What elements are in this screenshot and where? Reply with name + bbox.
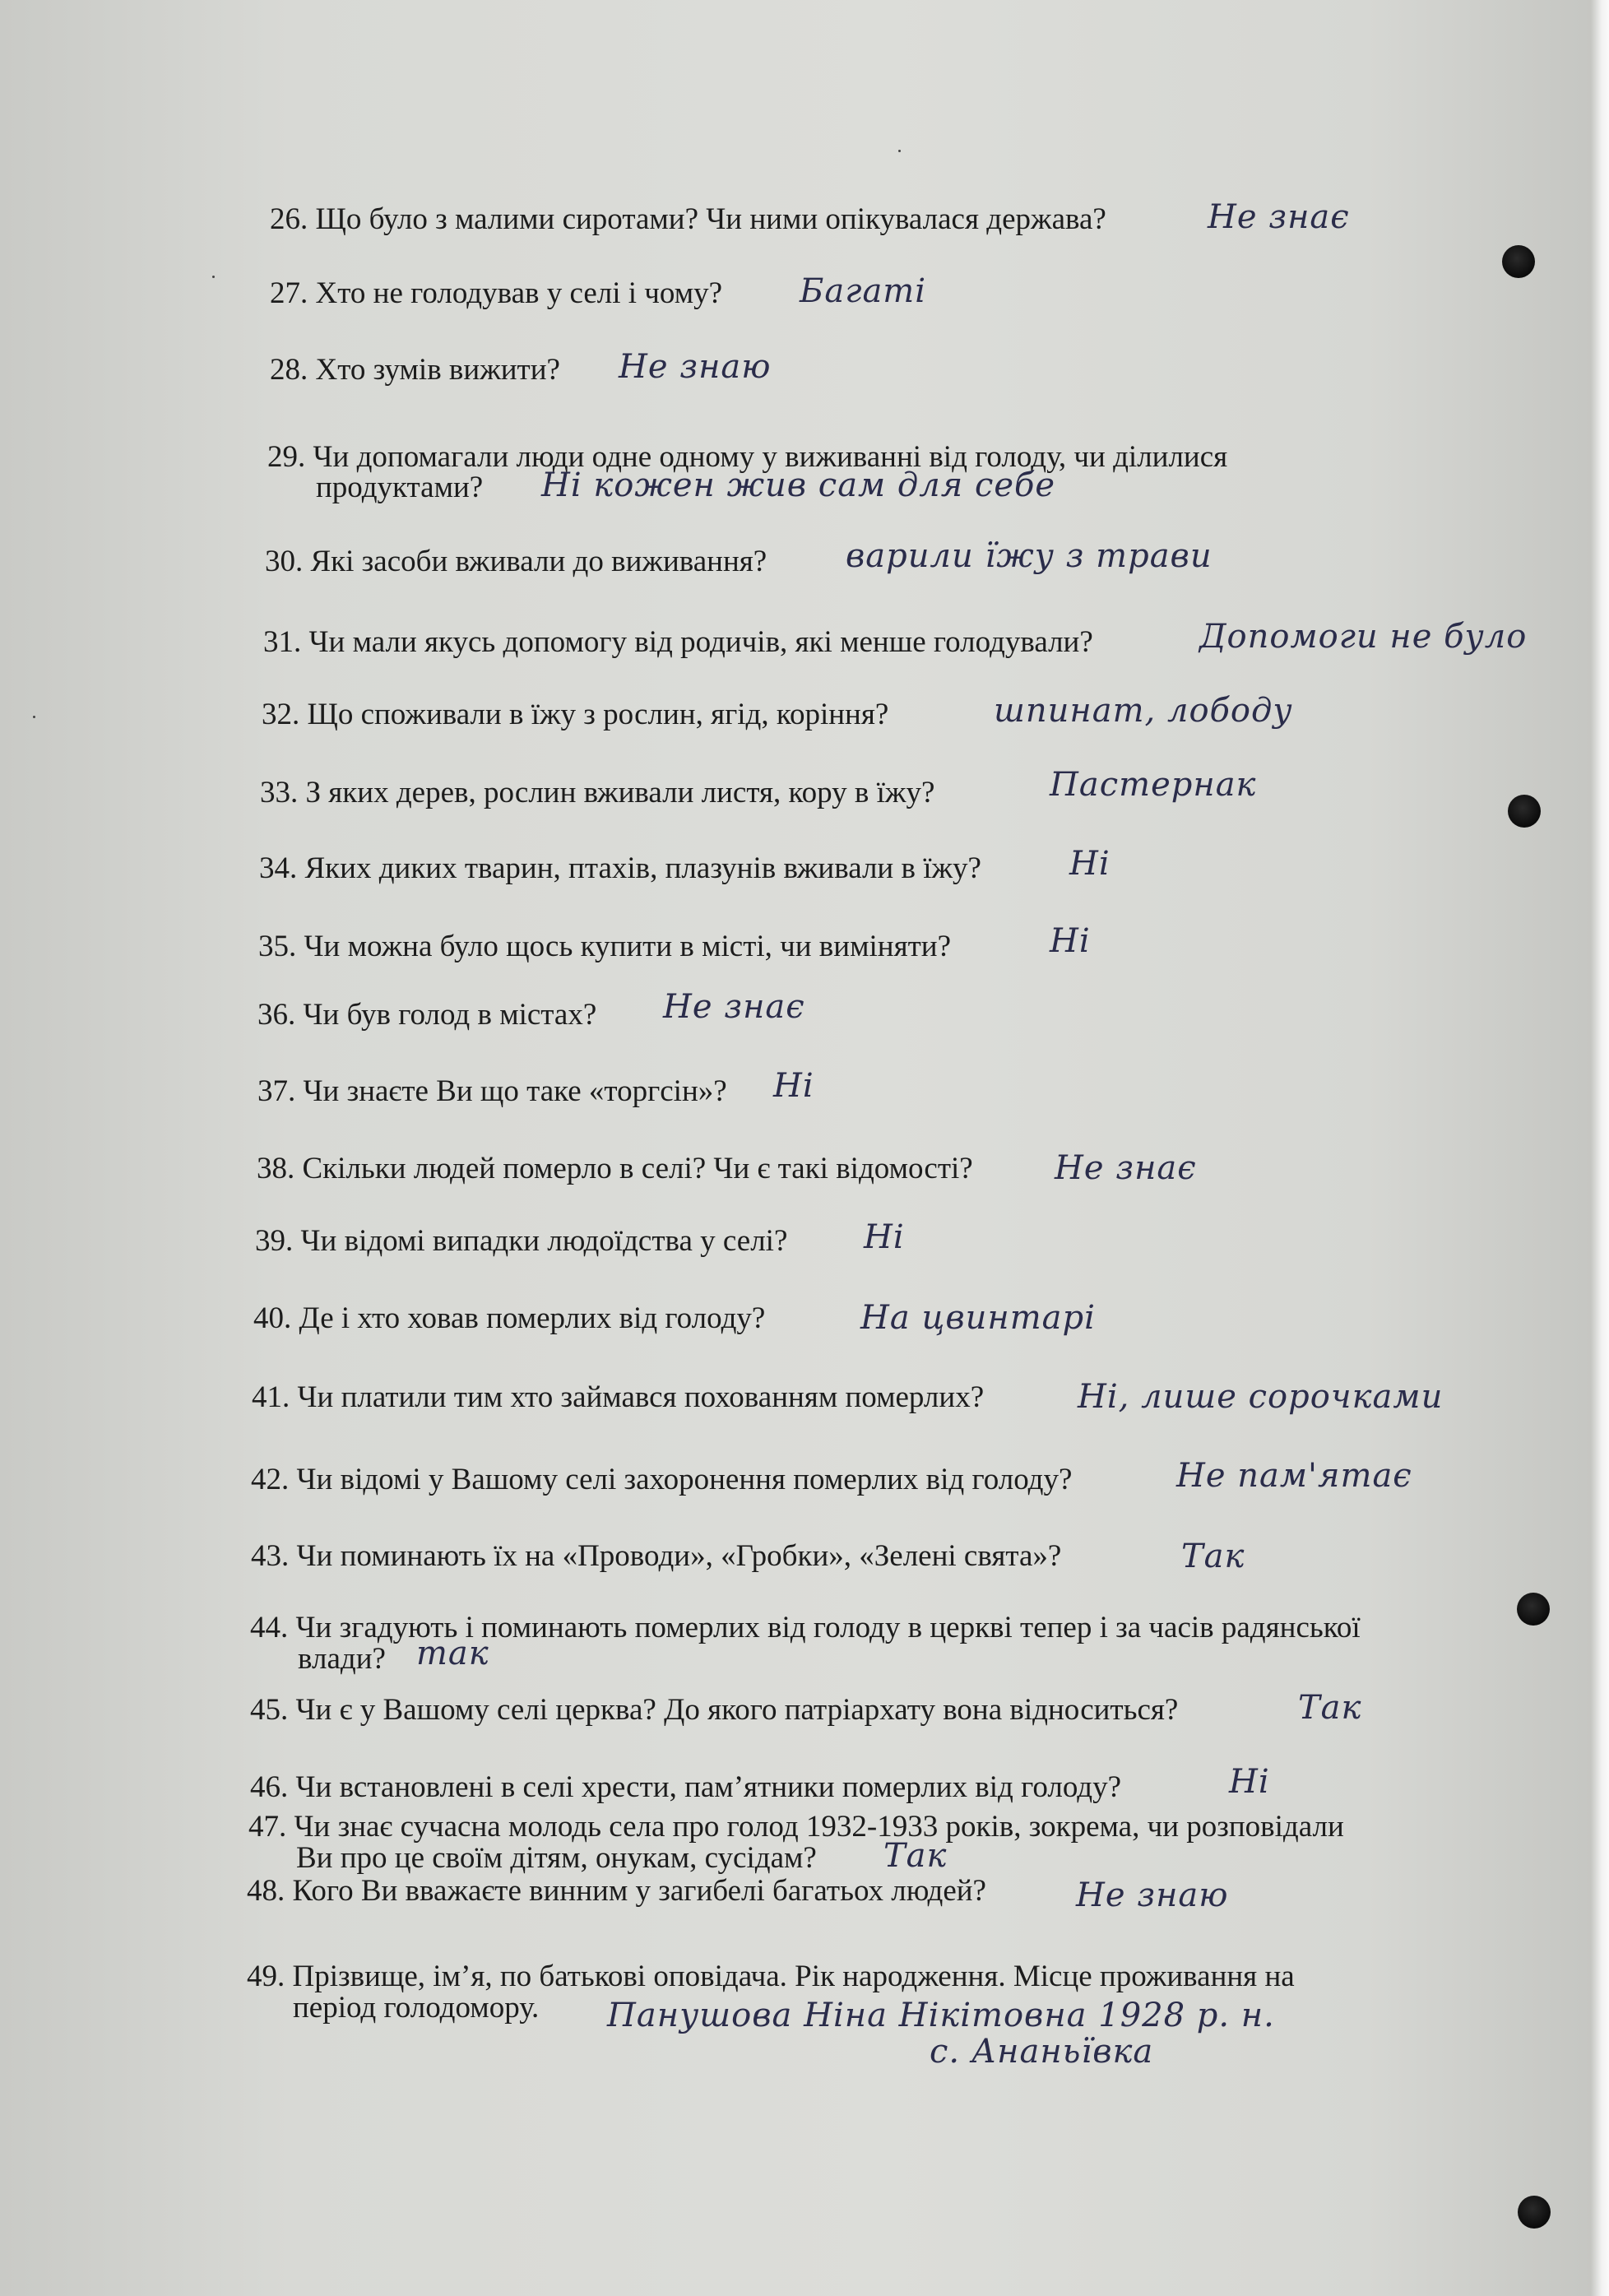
question-continuation: період голодомору. [293, 1991, 540, 2025]
question: 49. Прізвище, ім’я, по батькові оповідача. Рік народження. Місце проживання на [247, 1960, 1295, 1993]
handwritten-answer: так [416, 1635, 489, 1672]
question-continuation: Ви про це своїм дітям, онукам, сусідам? [296, 1841, 817, 1875]
question: 45. Чи є у Вашому селі церква? До якого патріархату вона відноситься? [250, 1693, 1179, 1727]
handwritten-answer: Ні [864, 1218, 905, 1256]
handwritten-answer: Не пам'ятає [1176, 1457, 1412, 1495]
question: 27. Хто не голодував у селі і чому? [270, 276, 723, 310]
question: 47. Чи знає сучасна молодь села про голод 1932-1933 років, зокрема, чи розповідали [248, 1810, 1344, 1844]
punch-hole [1508, 795, 1541, 828]
handwritten-answer: Так [1181, 1538, 1245, 1575]
paper-edge [1591, 0, 1609, 2296]
question: 41. Чи платили тим хто займався похованням померлих? [252, 1380, 985, 1414]
handwritten-answer: Не знає [1055, 1149, 1197, 1187]
handwritten-answer: Багаті [800, 272, 927, 310]
question: 28. Хто зумів вижити? [270, 353, 560, 387]
question: 44. Чи згадують і поминають померлих від голоду в церкві тепер і за часів радянської [250, 1611, 1361, 1644]
speck [33, 716, 35, 718]
handwritten-answer: Ні, лише сорочками [1078, 1378, 1444, 1416]
punch-hole [1517, 1593, 1550, 1626]
handwritten-answer: Ні [1050, 922, 1091, 960]
question: 36. Чи був голод в містах? [257, 998, 597, 1032]
question: 34. Яких диких тварин, птахів, плазунів вживали в їжу? [259, 851, 981, 885]
question: 33. З яких дерев, рослин вживали листя, кору в їжу? [260, 776, 935, 809]
handwritten-answer: Ні [773, 1067, 814, 1105]
question: 32. Що споживали в їжу з рослин, ягід, коріння? [262, 698, 889, 731]
handwritten-answer: Так [1298, 1689, 1362, 1727]
handwritten-answer: Так [883, 1837, 948, 1875]
handwritten-answer: На цвинтарі [860, 1299, 1096, 1337]
handwritten-answer: Ні [1069, 845, 1111, 883]
question: 46. Чи встановлені в селі хрести, пам’ятники померлих від голоду? [250, 1770, 1122, 1804]
handwritten-answer: Не знаю [1076, 1876, 1229, 1914]
question: 40. Де і хто ховав померлих від голоду? [253, 1301, 766, 1335]
question: 43. Чи поминають їх на «Проводи», «Гробки», «Зелені свята»? [251, 1539, 1062, 1573]
handwritten-answer: варили їжу з трави [846, 537, 1213, 575]
handwritten-answer: шпинат, лободу [994, 692, 1293, 730]
speck [898, 150, 901, 152]
question: 35. Чи можна було щось купити в місті, чи виміняти? [258, 930, 951, 963]
question-continuation: продуктами? [316, 471, 484, 504]
question-continuation: влади? [298, 1642, 386, 1676]
handwritten-answer: Ні [1229, 1763, 1270, 1801]
question: 38. Скільки людей померло в селі? Чи є такі відомості? [257, 1152, 973, 1185]
question: 30. Які засоби вживали до виживання? [265, 545, 767, 578]
handwritten-answer: Панушова Ніна Нікітовна 1928 р. н. [607, 1997, 1275, 2034]
question: 48. Кого Ви вважаєте винним у загибелі багатьох людей? [247, 1874, 986, 1908]
question: 42. Чи відомі у Вашому селі захоронення померлих від голоду? [251, 1463, 1073, 1496]
handwritten-answer: Не знаю [619, 348, 772, 386]
handwritten-answer: Допомоги не було [1199, 618, 1528, 656]
speck [212, 276, 215, 278]
handwritten-answer: Не знає [663, 988, 805, 1026]
handwritten-answer-continuation: с. Ананьївка [930, 2033, 1154, 2071]
question: 39. Чи відомі випадки людоїдства у селі? [255, 1224, 788, 1258]
punch-hole [1518, 2196, 1551, 2229]
question: 37. Чи знаєте Ви що таке «торгсін»? [257, 1074, 727, 1108]
question: 29. Чи допомагали люди одне одному у виживанні від голоду, чи ділилися [267, 440, 1228, 474]
handwritten-answer: Ні кожен жив сам для себе [541, 466, 1056, 504]
punch-hole [1502, 245, 1535, 278]
question: 31. Чи мали якусь допомогу від родичів, які менше голодували? [263, 625, 1093, 659]
question: 26. Що було з малими сиротами? Чи ними опікувалася держава? [270, 202, 1106, 236]
handwritten-answer: Не знає [1208, 198, 1350, 236]
handwritten-answer: Пастернак [1050, 766, 1257, 804]
